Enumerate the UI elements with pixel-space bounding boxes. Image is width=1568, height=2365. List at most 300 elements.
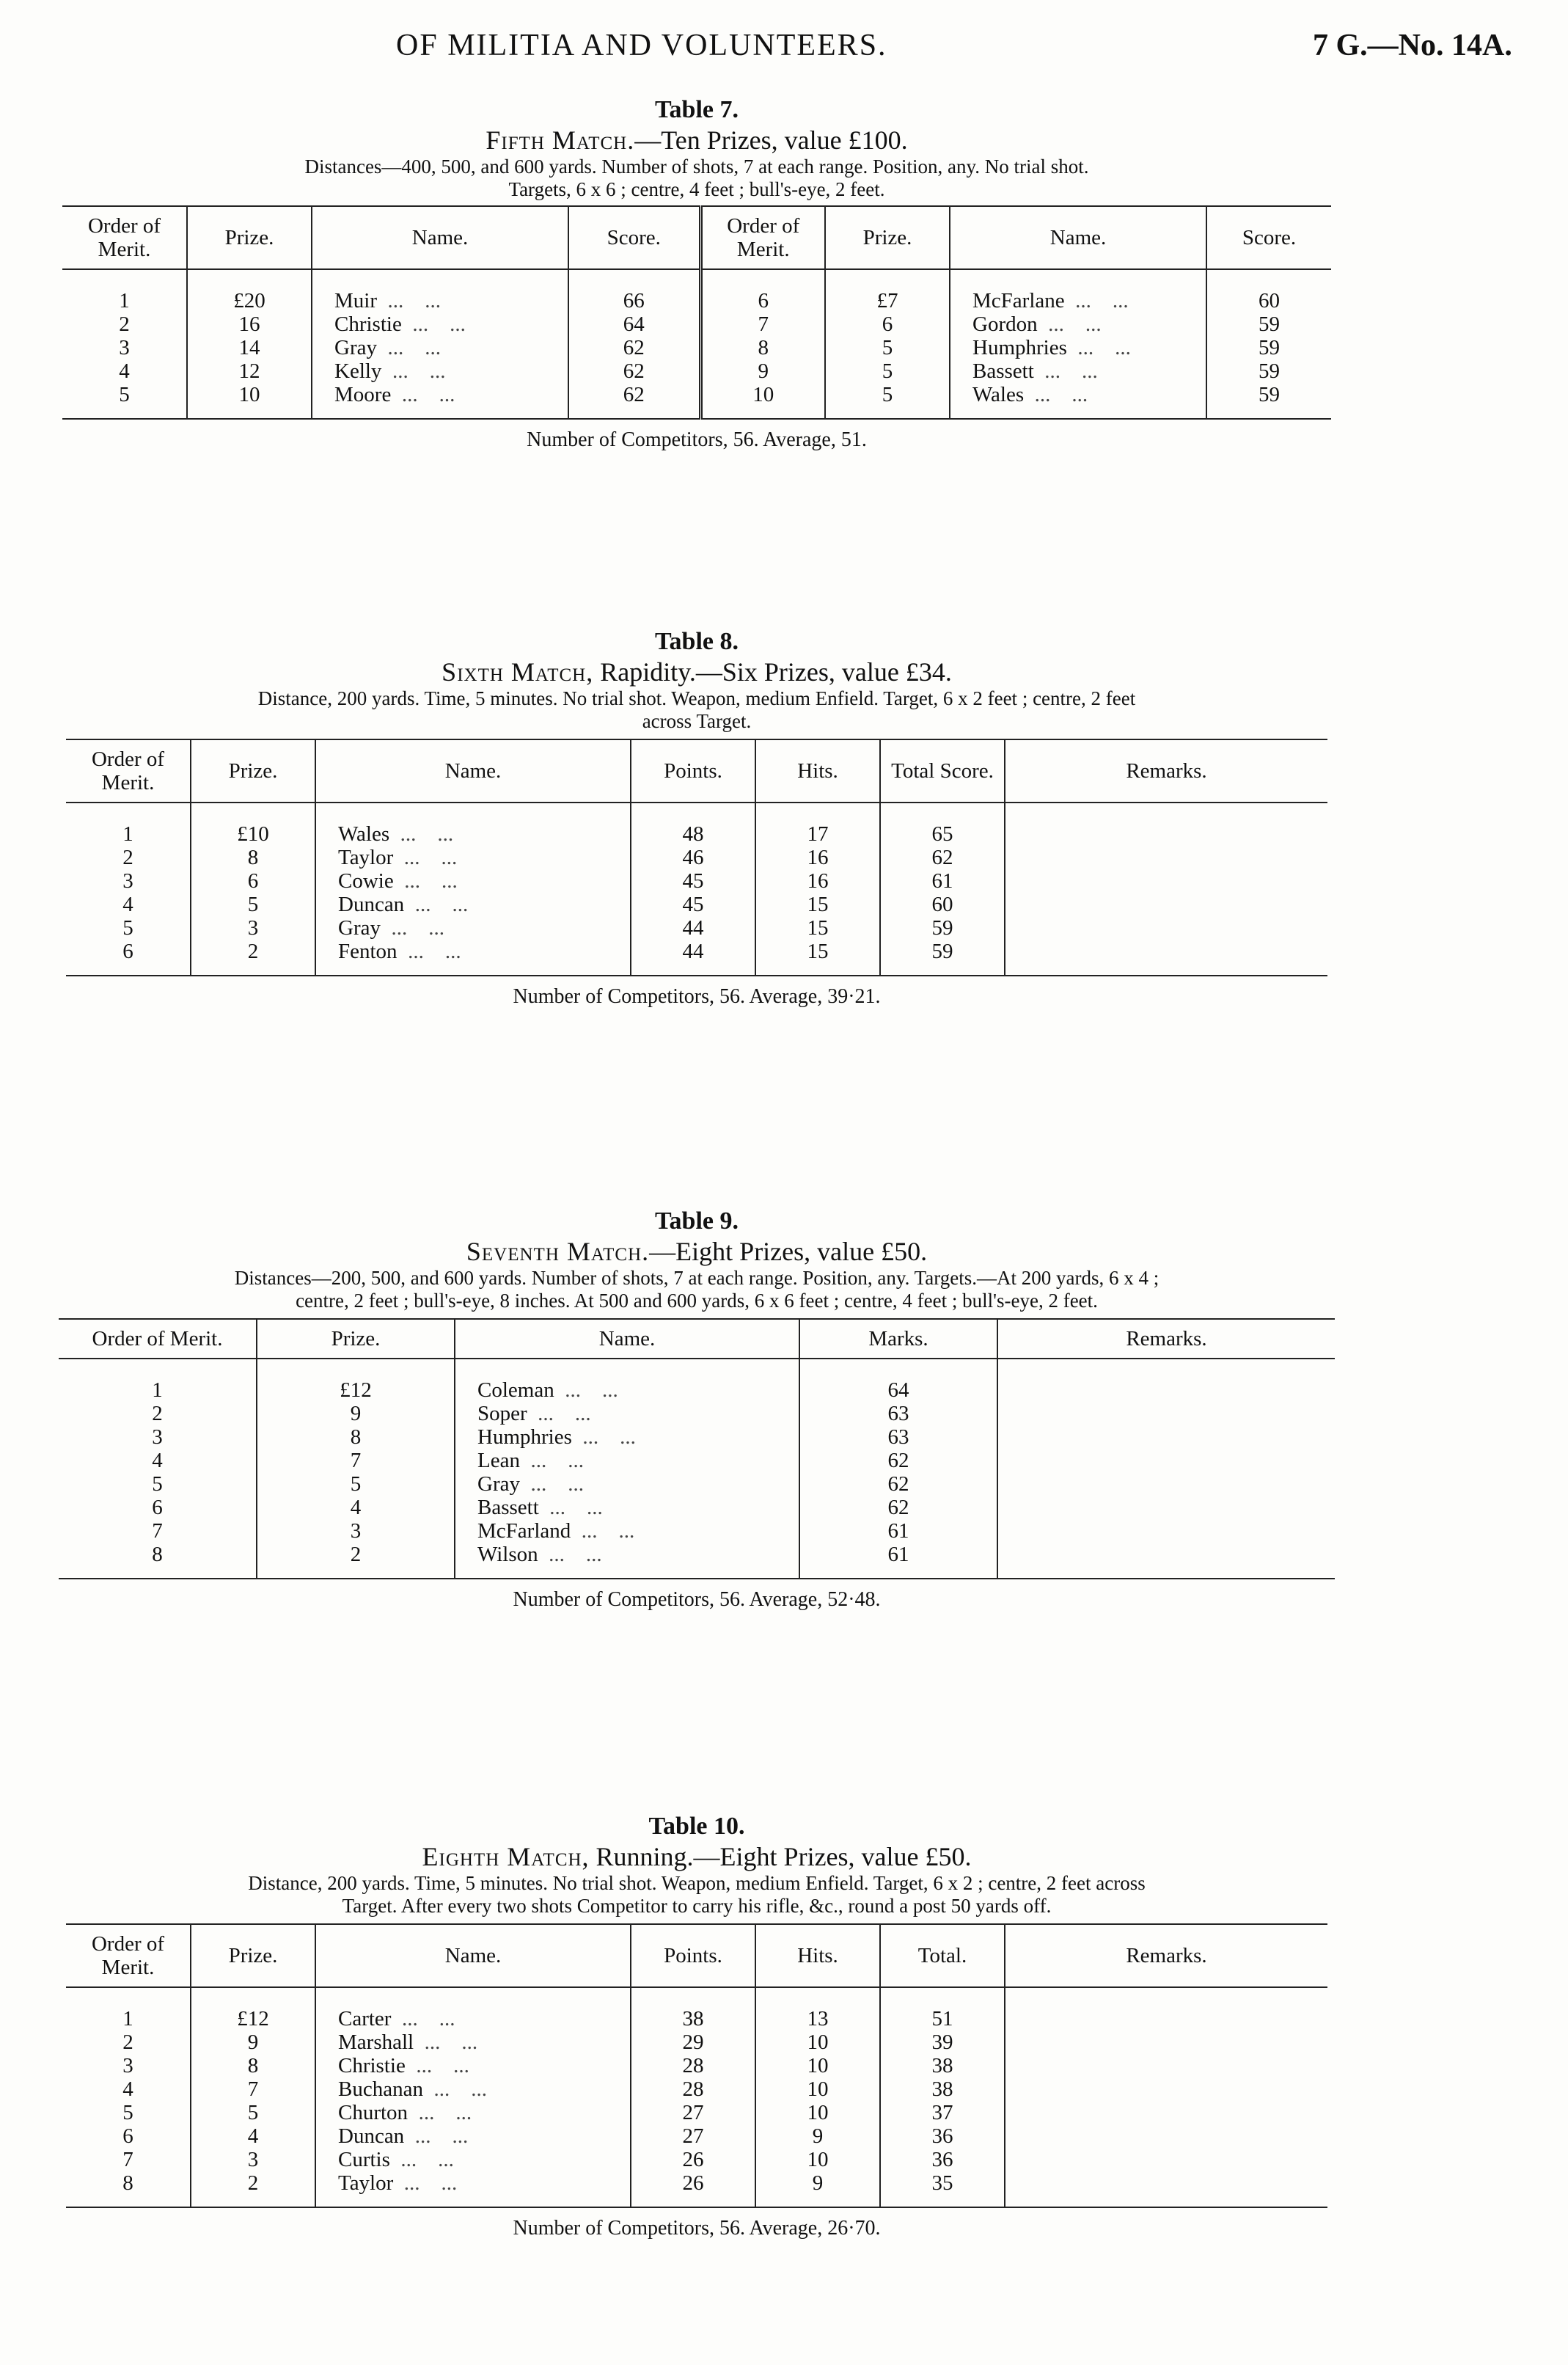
leader-dots: ... ... <box>1064 289 1129 312</box>
table-7-subtitle: Fifth Match.—Ten Prizes, value £100. <box>486 125 908 155</box>
cell-order: 5 <box>152 1472 163 1496</box>
leader-dots: ... ... <box>519 1449 584 1472</box>
cell-order: 5 <box>119 383 130 406</box>
table-row <box>66 2101 1327 2124</box>
cell-remarks <box>1005 940 1327 963</box>
header-total: Total. <box>880 1924 1005 1987</box>
header-order-2: Order of Merit. <box>700 206 825 269</box>
cell-order: 8 <box>122 2171 133 2195</box>
cell-total: 38 <box>880 2054 1005 2077</box>
running-head-title: OF MILITIA AND VOLUNTEERS. <box>396 29 887 62</box>
cell-name <box>455 1402 799 1425</box>
competitor-name: Curtis <box>338 2148 390 2171</box>
cell-order: 4 <box>122 2077 133 2101</box>
leader-dots: ... ... <box>380 916 444 940</box>
cell-name <box>315 2124 631 2148</box>
cell-total: 61 <box>880 869 1005 893</box>
cell-total: 51 <box>880 2007 1005 2030</box>
header-hits: Hits. <box>755 739 880 803</box>
table-row <box>66 822 1327 846</box>
competitor-name: Buchanan <box>338 2077 423 2101</box>
table-row <box>66 2124 1327 2148</box>
cell-total: 59 <box>880 940 1005 963</box>
cell-points: 46 <box>631 846 755 869</box>
cell-hits: 10 <box>755 2148 880 2171</box>
cell-hits: 17 <box>755 822 880 846</box>
header-score-2: Score. <box>1206 206 1331 269</box>
cell-prize: 2 <box>191 940 315 963</box>
table-10-footer: Number of Competitors, 56. Average, 26·70. <box>513 2217 881 2240</box>
cell-name <box>312 336 568 359</box>
header-score: Score. <box>568 206 700 269</box>
cell-remarks <box>1005 846 1327 869</box>
leader-dots: ... ... <box>389 822 454 846</box>
cell-points: 48 <box>631 822 755 846</box>
cell-prize: 7 <box>191 2077 315 2101</box>
table-row <box>66 2054 1327 2077</box>
cell-marks: 62 <box>799 1472 997 1496</box>
cell-points: 44 <box>631 916 755 940</box>
leader-dots: ... ... <box>519 1472 584 1496</box>
cell-name <box>455 1543 799 1566</box>
table-9-section <box>51 1207 1342 1613</box>
cell-name <box>315 846 631 869</box>
cell-name <box>315 2007 631 2030</box>
competitor-name: Bassett <box>477 1496 539 1519</box>
competitor-name: Cowie <box>338 869 394 893</box>
cell-prize: 7 <box>257 1449 455 1472</box>
running-head <box>0 28 1568 72</box>
competitor-name: McFarland <box>477 1519 571 1543</box>
cell-name <box>315 869 631 893</box>
cell-prize: £12 <box>257 1378 455 1402</box>
cell-prize: 6 <box>191 869 315 893</box>
cell-order: 3 <box>122 869 133 893</box>
header-marks: Marks. <box>799 1319 997 1359</box>
cell-name <box>315 916 631 940</box>
cell-order: 1 <box>152 1378 163 1402</box>
cell-points: 28 <box>631 2077 755 2101</box>
competitor-name: Duncan <box>338 893 405 916</box>
cell-prize: 2 <box>257 1543 455 1566</box>
cell-prize: 8 <box>257 1425 455 1449</box>
cell-prize: £20 <box>187 289 312 312</box>
cell-total: 39 <box>880 2030 1005 2054</box>
cell-order: 2 <box>119 312 130 336</box>
cell-remarks <box>1005 822 1327 846</box>
table-10-subtitle: Eighth Match, Running.—Eight Prizes, value £50. <box>422 1842 972 1871</box>
cell-order: 6 <box>152 1496 163 1519</box>
page-reference: 7 G.—No. 14A. <box>1313 29 1512 62</box>
competitor-name: Moore <box>334 383 392 406</box>
leader-dots: ... ... <box>408 2101 472 2124</box>
competitor-name: McFarlane <box>972 289 1065 312</box>
cell-name <box>455 1519 799 1543</box>
table-10-caption: Table 10. <box>648 1813 745 1840</box>
cell-points: 28 <box>631 2054 755 2077</box>
competitor-name: Christie <box>338 2054 406 2077</box>
leader-dots: ... ... <box>1066 336 1131 359</box>
table-row <box>59 1496 1335 1519</box>
cell-score2: 59 <box>1206 312 1331 336</box>
competitor-name: Carter <box>338 2007 392 2030</box>
cell-score: 62 <box>568 336 700 359</box>
cell-prize: 12 <box>187 359 312 383</box>
header-name: Name. <box>312 206 568 269</box>
table-8-caption: Table 8. <box>654 628 739 655</box>
leader-dots: ... ... <box>381 359 446 383</box>
header-order: Order of Merit. <box>66 1924 191 1987</box>
competitor-name: Fenton <box>338 940 398 963</box>
cell-prize: 8 <box>191 2054 315 2077</box>
cell-points: 44 <box>631 940 755 963</box>
header-name-2: Name. <box>950 206 1206 269</box>
competitor-name: Gray <box>334 336 377 359</box>
cell-remarks <box>1005 2101 1327 2124</box>
table-row <box>59 1402 1335 1425</box>
cell-hits: 9 <box>755 2171 880 2195</box>
leader-dots: ... ... <box>389 2148 454 2171</box>
table-row <box>66 893 1327 916</box>
cell-total: 35 <box>880 2171 1005 2195</box>
cell-prize: 5 <box>191 893 315 916</box>
leader-dots: ... ... <box>538 1543 602 1566</box>
cell-hits: 13 <box>755 2007 880 2030</box>
cell-remarks <box>1005 916 1327 940</box>
cell-marks: 63 <box>799 1425 997 1449</box>
cell-name <box>315 2030 631 2054</box>
cell-hits: 16 <box>755 846 880 869</box>
cell-name <box>312 383 568 406</box>
leader-dots: ... ... <box>401 312 466 336</box>
cell-remarks <box>997 1496 1335 1519</box>
cell-order: 6 <box>122 940 133 963</box>
header-points: Points. <box>631 1924 755 1987</box>
cell-total: 65 <box>880 822 1005 846</box>
cell-name <box>315 2101 631 2124</box>
cell-prize: 4 <box>191 2124 315 2148</box>
cell-name <box>315 893 631 916</box>
competitor-name: Taylor <box>338 846 394 869</box>
cell-prize: 3 <box>257 1519 455 1543</box>
header-total: Total Score. <box>880 739 1005 803</box>
table-7-footer: Number of Competitors, 56. Average, 51. <box>527 428 867 451</box>
leader-dots: ... ... <box>391 2007 455 2030</box>
leader-dots: ... ... <box>414 2030 478 2054</box>
table-row <box>66 2030 1327 2054</box>
table-8-footer: Number of Competitors, 56. Average, 39·21. <box>513 985 881 1008</box>
table-row <box>59 1425 1335 1449</box>
cell-name <box>315 2077 631 2101</box>
table-row <box>62 336 1331 359</box>
table-8-note-2: across Target. <box>642 710 752 732</box>
cell-prize2: 5 <box>825 383 950 406</box>
table-9-footer: Number of Competitors, 56. Average, 52·48. <box>513 1588 881 1611</box>
leader-dots: ... ... <box>1037 312 1102 336</box>
competitor-name: Taylor <box>338 2171 394 2195</box>
cell-remarks <box>997 1519 1335 1543</box>
table-8-header-row <box>66 739 1327 803</box>
table-9-caption: Table 9. <box>654 1207 739 1235</box>
cell-remarks <box>1005 2124 1327 2148</box>
cell-remarks <box>1005 2007 1327 2030</box>
cell-remarks <box>997 1425 1335 1449</box>
leader-dots: ... ... <box>404 2124 469 2148</box>
cell-order: 3 <box>122 2054 133 2077</box>
leader-dots: ... ... <box>1024 383 1088 406</box>
cell-total: 37 <box>880 2101 1005 2124</box>
cell-prize: 8 <box>191 846 315 869</box>
header-prize: Prize. <box>191 1924 315 1987</box>
cell-points: 27 <box>631 2124 755 2148</box>
cell-order: 1 <box>122 2007 133 2030</box>
cell-remarks <box>997 1472 1335 1496</box>
competitor-name: Marshall <box>338 2030 414 2054</box>
cell-points: 38 <box>631 2007 755 2030</box>
cell-order2: 9 <box>700 359 825 383</box>
competitor-name: Gray <box>477 1472 520 1496</box>
table-row <box>59 1449 1335 1472</box>
cell-prize2: 5 <box>825 359 950 383</box>
table-9-subtitle: Seventh Match.—Eight Prizes, value £50. <box>466 1237 928 1266</box>
table-9-note-2: centre, 2 feet ; bull's-eye, 8 inches. At 500 and 600 yards, 6 x 6 feet ; centre, 4 feet ; bull's-eye, 2 feet. <box>296 1290 1098 1312</box>
cell-score2: 60 <box>1206 289 1331 312</box>
cell-marks: 61 <box>799 1519 997 1543</box>
cell-remarks <box>1005 893 1327 916</box>
competitor-name: Duncan <box>338 2124 405 2148</box>
table-10-header-row <box>66 1924 1327 1987</box>
table-8 <box>66 739 1327 976</box>
table-row <box>62 289 1331 312</box>
header-order: Order of Merit. <box>66 739 191 803</box>
table-row <box>59 1378 1335 1402</box>
cell-hits: 15 <box>755 940 880 963</box>
competitor-name: Lean <box>477 1449 520 1472</box>
cell-hits: 9 <box>755 2124 880 2148</box>
competitor-name: Gray <box>338 916 381 940</box>
cell-prize: 14 <box>187 336 312 359</box>
cell-prize: £10 <box>191 822 315 846</box>
table-row <box>62 383 1331 406</box>
table-7-header-row <box>62 206 1331 269</box>
cell-prize: 16 <box>187 312 312 336</box>
cell-order: 5 <box>122 2101 133 2124</box>
cell-order: 5 <box>122 916 133 940</box>
cell-marks: 62 <box>799 1496 997 1519</box>
cell-remarks <box>1005 2054 1327 2077</box>
cell-name2 <box>950 359 1206 383</box>
cell-score: 66 <box>568 289 700 312</box>
cell-name <box>455 1472 799 1496</box>
cell-hits: 10 <box>755 2030 880 2054</box>
cell-prize: 3 <box>191 916 315 940</box>
header-order: Order of Merit. <box>62 206 187 269</box>
cell-name <box>315 2171 631 2195</box>
table-9-header-row <box>59 1319 1335 1359</box>
cell-prize: 9 <box>257 1402 455 1425</box>
competitor-name: Wilson <box>477 1543 538 1566</box>
cell-prize: 5 <box>257 1472 455 1496</box>
cell-name2 <box>950 383 1206 406</box>
cell-marks: 63 <box>799 1402 997 1425</box>
cell-name <box>312 359 568 383</box>
header-order: Order of Merit. <box>59 1319 257 1359</box>
table-row <box>66 869 1327 893</box>
leader-dots: ... ... <box>571 1519 635 1543</box>
cell-points: 45 <box>631 869 755 893</box>
competitor-name: Soper <box>477 1402 527 1425</box>
cell-order: 1 <box>119 289 130 312</box>
cell-remarks <box>1005 2148 1327 2171</box>
cell-name2 <box>950 312 1206 336</box>
cell-hits: 15 <box>755 893 880 916</box>
cell-score: 64 <box>568 312 700 336</box>
cell-order: 7 <box>122 2148 133 2171</box>
cell-order: 7 <box>152 1519 163 1543</box>
cell-order2: 7 <box>700 312 825 336</box>
header-points: Points. <box>631 739 755 803</box>
leader-dots: ... ... <box>422 2077 487 2101</box>
competitor-name: Churton <box>338 2101 409 2124</box>
competitor-name: Gordon <box>972 312 1038 336</box>
leader-dots: ... ... <box>377 289 441 312</box>
header-remarks: Remarks. <box>1005 1924 1327 1987</box>
competitor-name: Muir <box>334 289 377 312</box>
cell-name <box>455 1496 799 1519</box>
cell-name2 <box>950 336 1206 359</box>
cell-order: 4 <box>152 1449 163 1472</box>
cell-order: 3 <box>152 1425 163 1449</box>
table-7-caption: Table 7. <box>654 96 739 123</box>
cell-order: 3 <box>119 336 130 359</box>
cell-total: 36 <box>880 2124 1005 2148</box>
table-row <box>59 1472 1335 1496</box>
cell-remarks <box>997 1402 1335 1425</box>
cell-total: 60 <box>880 893 1005 916</box>
leader-dots: ... ... <box>393 2171 458 2195</box>
table-row <box>66 2148 1327 2171</box>
table-row <box>59 1519 1335 1543</box>
competitor-name: Humphries <box>477 1425 572 1449</box>
leader-dots: ... ... <box>397 940 461 963</box>
cell-remarks <box>1005 2030 1327 2054</box>
cell-order: 8 <box>152 1543 163 1566</box>
cell-name <box>312 289 568 312</box>
competitor-name: Wales <box>972 383 1025 406</box>
table-row <box>66 2171 1327 2195</box>
cell-order: 4 <box>119 359 130 383</box>
leader-dots: ... ... <box>405 2054 469 2077</box>
cell-order2: 6 <box>700 289 825 312</box>
cell-order: 1 <box>122 822 133 846</box>
competitor-name: Wales <box>338 822 390 846</box>
table-row <box>66 2077 1327 2101</box>
header-name: Name. <box>315 739 631 803</box>
cell-points: 26 <box>631 2171 755 2195</box>
table-10 <box>66 1923 1327 2208</box>
header-prize: Prize. <box>257 1319 455 1359</box>
cell-order: 2 <box>122 2030 133 2054</box>
cell-marks: 61 <box>799 1543 997 1566</box>
table-7-note-2: Targets, 6 x 6 ; centre, 4 feet ; bull's-eye, 2 feet. <box>508 178 885 200</box>
cell-prize: 4 <box>257 1496 455 1519</box>
header-prize: Prize. <box>187 206 312 269</box>
cell-name <box>312 312 568 336</box>
cell-remarks <box>1005 869 1327 893</box>
table-8-subtitle: Sixth Match, Rapidity.—Six Prizes, value £34. <box>442 657 952 687</box>
cell-prize: 10 <box>187 383 312 406</box>
header-remarks: Remarks. <box>997 1319 1335 1359</box>
cell-prize: £12 <box>191 2007 315 2030</box>
header-name: Name. <box>315 1924 631 1987</box>
table-8-note-1: Distance, 200 yards. Time, 5 minutes. No trial shot. Weapon, medium Enfield. Target, 6 x 2 feet ; centre, 2 feet <box>257 687 1136 709</box>
cell-prize: 5 <box>191 2101 315 2124</box>
table-row <box>66 846 1327 869</box>
table-9 <box>59 1318 1335 1579</box>
leader-dots: ... ... <box>393 846 458 869</box>
table-10-note-1: Distance, 200 yards. Time, 5 minutes. No trial shot. Weapon, medium Enfield. Target, 6 x 2 ; centre, 2 feet across <box>248 1872 1146 1894</box>
table-9-note-1: Distances—200, 500, and 600 yards. Number of shots, 7 at each range. Position, any. Targets.—At 200 yards, 6 x 4 ; <box>234 1267 1159 1289</box>
cell-order: 2 <box>122 846 133 869</box>
cell-name <box>455 1449 799 1472</box>
cell-hits: 10 <box>755 2101 880 2124</box>
leader-dots: ... ... <box>1033 359 1098 383</box>
cell-score2: 59 <box>1206 383 1331 406</box>
cell-name2 <box>950 289 1206 312</box>
cell-remarks <box>997 1543 1335 1566</box>
cell-prize: 3 <box>191 2148 315 2171</box>
cell-prize2: 5 <box>825 336 950 359</box>
cell-score2: 59 <box>1206 359 1331 383</box>
cell-hits: 10 <box>755 2077 880 2101</box>
table-row <box>66 916 1327 940</box>
cell-remarks <box>1005 2171 1327 2195</box>
cell-hits: 15 <box>755 916 880 940</box>
header-prize: Prize. <box>191 739 315 803</box>
table-row <box>66 940 1327 963</box>
header-hits: Hits. <box>755 1924 880 1987</box>
cell-score: 62 <box>568 383 700 406</box>
cell-hits: 16 <box>755 869 880 893</box>
table-8-section <box>51 627 1342 1010</box>
cell-score: 62 <box>568 359 700 383</box>
cell-marks: 64 <box>799 1378 997 1402</box>
cell-prize: 9 <box>191 2030 315 2054</box>
leader-dots: ... ... <box>538 1496 603 1519</box>
cell-prize: 2 <box>191 2171 315 2195</box>
cell-score2: 59 <box>1206 336 1331 359</box>
leader-dots: ... ... <box>393 869 458 893</box>
leader-dots: ... ... <box>376 336 441 359</box>
header-remarks: Remarks. <box>1005 739 1327 803</box>
cell-order2: 8 <box>700 336 825 359</box>
cell-points: 29 <box>631 2030 755 2054</box>
table-row <box>62 359 1331 383</box>
cell-order: 2 <box>152 1402 163 1425</box>
competitor-name: Bassett <box>972 359 1034 383</box>
cell-order: 6 <box>122 2124 133 2148</box>
header-prize-2: Prize. <box>825 206 950 269</box>
cell-order: 4 <box>122 893 133 916</box>
table-7 <box>62 205 1331 420</box>
cell-name <box>315 822 631 846</box>
cell-points: 26 <box>631 2148 755 2171</box>
cell-name <box>315 940 631 963</box>
cell-total: 36 <box>880 2148 1005 2171</box>
leader-dots: ... ... <box>391 383 455 406</box>
cell-marks: 62 <box>799 1449 997 1472</box>
leader-dots: ... ... <box>404 893 469 916</box>
